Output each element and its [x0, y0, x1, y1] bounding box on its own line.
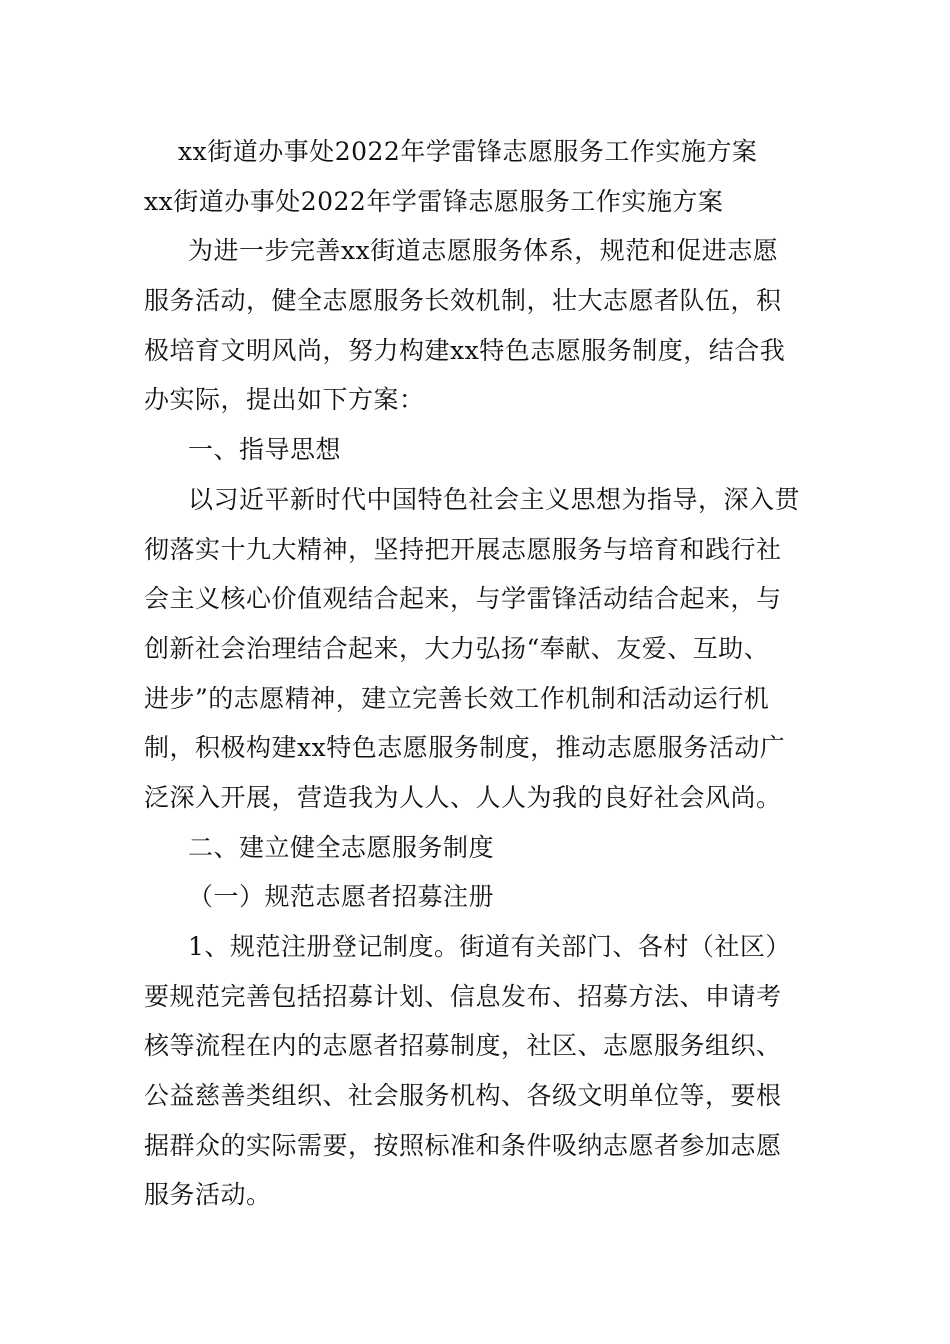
text-line: 进步”的志愿精神，建立完善长效工作机制和活动运行机 — [144, 683, 770, 713]
text-line: 会主义核心价值观结合起来，与学雷锋活动结合起来，与 — [144, 584, 782, 614]
text-line: 服务活动。 — [144, 1180, 272, 1210]
text-line: 1、规范注册登记制度。街道有关部门、各村（社区） — [188, 932, 791, 961]
text-line: 办实际，提出如下方案： — [144, 385, 425, 415]
document-title-line: xx街道办事处2022年学雷锋志愿服务工作实施方案 — [178, 137, 758, 166]
text-line: 泛深入开展，营造我为人人、人人为我的良好社会风尚。 — [144, 782, 782, 812]
document-title-line: xx街道办事处2022年学雷锋志愿服务工作实施方案 — [144, 186, 724, 216]
text-line: 制，积极构建xx特色志愿服务制度，推动志愿服务活动广 — [144, 733, 786, 763]
text-line: 核等流程在内的志愿者招募制度，社区、志愿服务组织、 — [144, 1031, 782, 1061]
text-line: 服务活动，健全志愿服务长效机制，壮大志愿者队伍，积 — [144, 286, 782, 316]
text-line: 为进一步完善xx街道志愿服务体系，规范和促进志愿 — [188, 236, 779, 266]
text-line: 创新社会治理结合起来，大力弘扬“奉献、友爱、互助、 — [144, 633, 770, 663]
text-line: 公益慈善类组织、社会服务机构、各级文明单位等，要根 — [144, 1081, 782, 1111]
document-body — [144, 127, 814, 1220]
text-line: 据群众的实际需要，按照标准和条件吸纳志愿者参加志愿 — [144, 1130, 782, 1160]
text-line: 以习近平新时代中国特色社会主义思想为指导，深入贯 — [188, 484, 801, 514]
text-line: 彻落实十九大精神，坚持把开展志愿服务与培育和践行社 — [144, 534, 782, 564]
text-line: 要规范完善包括招募计划、信息发布、招募方法、申请考 — [144, 981, 782, 1011]
text-line: 二、建立健全志愿服务制度 — [188, 832, 495, 862]
text-line: 极培育文明风尚，努力构建xx特色志愿服务制度，结合我 — [144, 335, 786, 365]
text-line: 一、指导思想 — [188, 435, 342, 465]
text-line: （一）规范志愿者招募注册 — [188, 882, 495, 912]
